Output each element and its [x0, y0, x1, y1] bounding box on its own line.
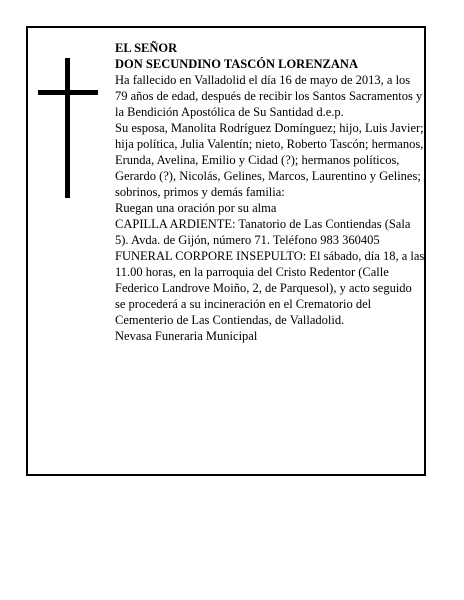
notice-title-line-1: EL SEÑOR	[115, 41, 178, 55]
cross-horizontal-bar	[38, 90, 98, 95]
family-list: Su esposa, Manolita Rodríguez Domínguez; hijo, Luis Javier; hija política, Julia Valentín; nieto, Roberto Tascón; hermanos, Erunda, Avelina, Emilio y Cidad (?); hermanos políticos, Gerardo (?), Nicolás, Gelines, Marcos, Laurentino y Gelines; sobrinos, primos y demás familia:	[115, 121, 424, 199]
cross-vertical-bar	[65, 58, 70, 198]
funeral-home: Nevasa Funeraria Municipal	[115, 329, 258, 343]
cross-icon	[38, 58, 98, 198]
death-announcement: Ha fallecido en Valladolid el día 16 de mayo de 2013, a los 79 años de edad, después de recibir los Santos Sacramentos y la Bendición Apostólica de Su Santidad d.e.p.	[115, 73, 423, 119]
deceased-name: DON SECUNDINO TASCÓN LORENZANA	[115, 57, 358, 71]
chapel-info: CAPILLA ARDIENTE: Tanatorio de Las Contiendas (Sala 5). Avda. de Gijón, número 71. Teléfono 983 360405	[115, 217, 411, 247]
obituary-notice	[26, 26, 426, 476]
funeral-info: FUNERAL CORPORE INSEPULTO: El sábado, día 18, a las 11.00 horas, en la parroquia del Cristo Redentor (Calle Federico Landrove Moiño, 2, de Parquesol), y acto seguido se procederá a su incineración en el Crematorio del Cementerio de Las Contiendas, de Valladolid.	[115, 249, 425, 327]
prayer-request: Ruegan una oración por su alma	[115, 201, 277, 215]
notice-body	[115, 40, 425, 344]
